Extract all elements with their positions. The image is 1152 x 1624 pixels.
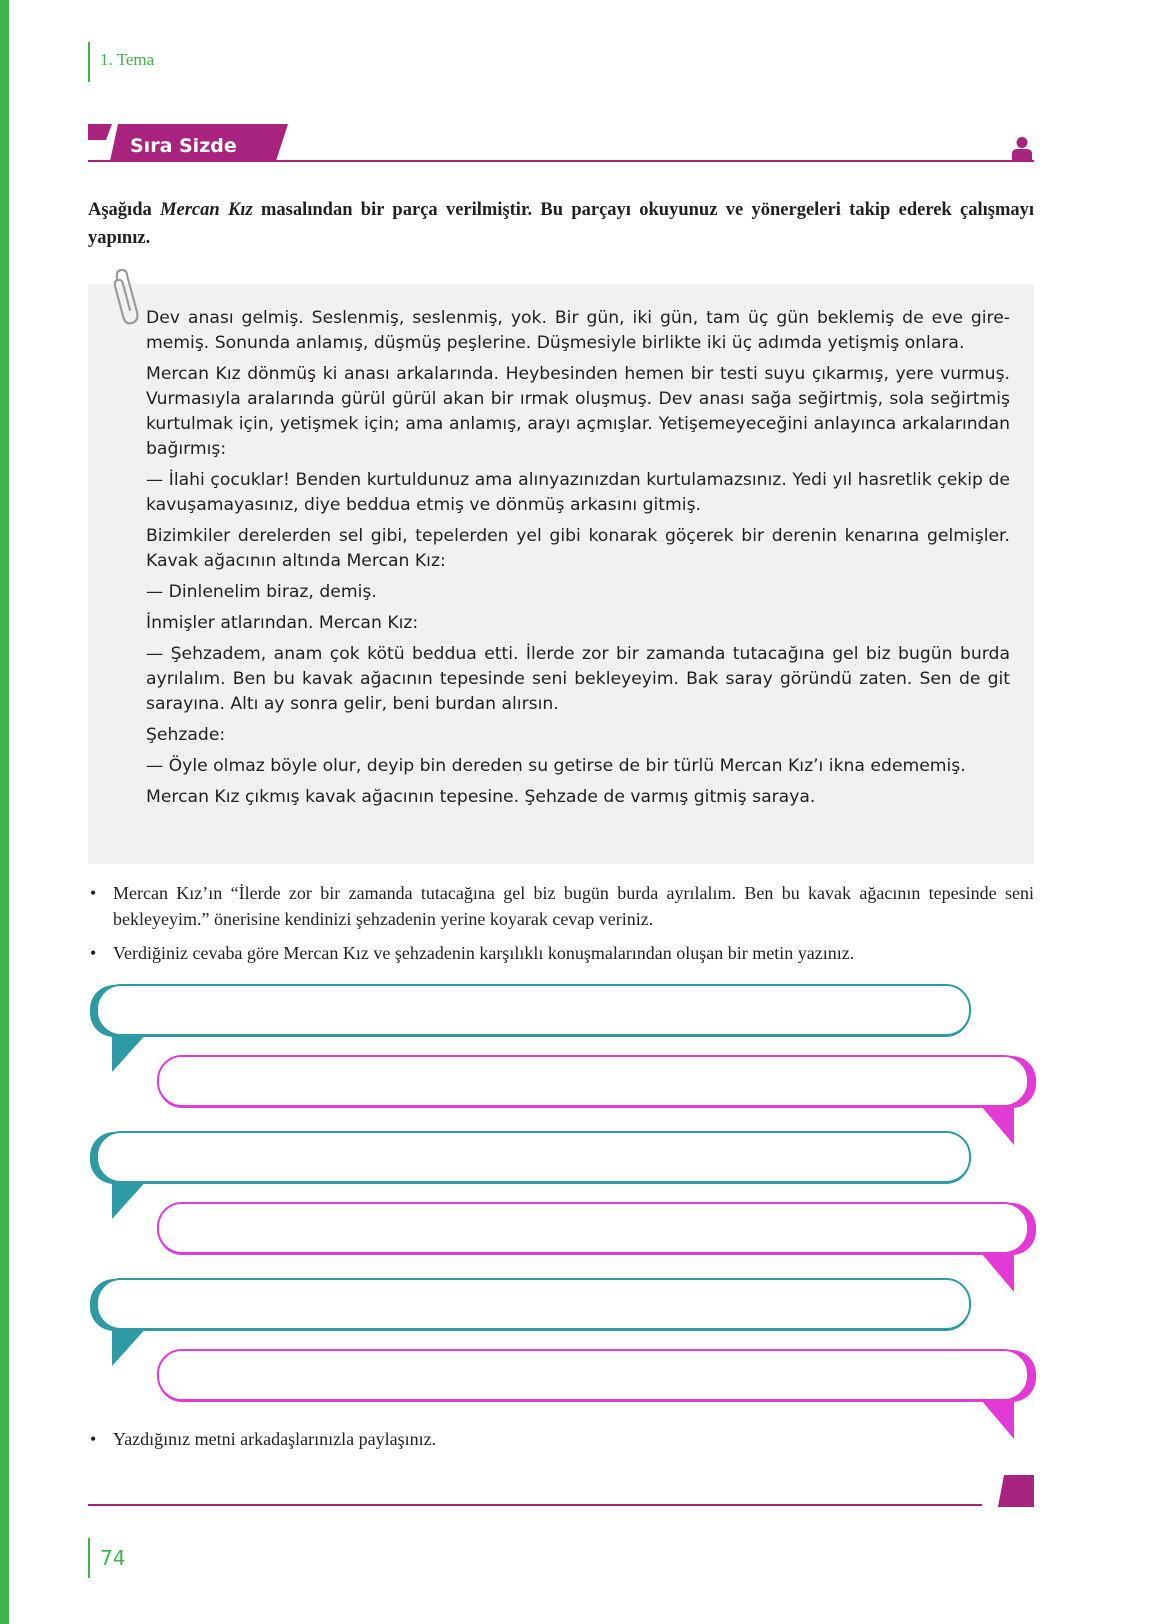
story-title: Mercan Kız [160, 200, 253, 220]
passage-paragraph: İnmişler atlarından. Mercan Kız: [146, 613, 419, 633]
passage-paragraph: Mercan Kız çıkmış kavak ağacının tepesine. Şehzade de varmış gitmiş saraya. [146, 787, 816, 807]
page-number: 74 [100, 1546, 126, 1570]
passage-paragraph: Şehzade: [146, 725, 226, 745]
page-footer [88, 1538, 126, 1578]
section-title: Sıra Sizde [130, 135, 237, 157]
passage-paragraph: Mercan Kız dönmüş ki anası arkalarında. Heybesinden hemen bir testi suyu çıkarmış, yere vurmuş. Vurmasıyla aralarında gürül gürül akan bir ırmak oluşmuş. Dev anası sağa seğirtmiş, sola seğirtmiş kurtulmak için, yetişmek için; ama anlamış, arayı açmışlar. Yetişemeyeceğini anlayınca arkalarından bağırmış: [146, 364, 1010, 459]
intro-instruction: Aşağıda Mercan Kız masalından bir parça verilmiştir. Bu parçayı okuyunuz ve yönergeleri takip ederek çalışmayı yapınız. [88, 200, 1034, 248]
task-item: • Verdiğiniz cevaba göre Mercan Kız ve şehzadenin karşılıklı konuşmalarından oluşan bir metin yazınız. [88, 940, 1034, 966]
task-item: • Mercan Kız’ın “İlerde zor bir zamanda tutacağına gel biz bugün burda ayrılalım. Ben bu kavak ağacının tepesinde seni bekleyeyim.” önerisine kendinizi şehzadenin yerine koyarak cevap veriniz. [88, 880, 1034, 932]
passage-paragraph: Bizimkiler derelerden sel gibi, tepelerden yel gibi konarak göçerek bir derenin kenarına gelmişler. Kavak ağacının altında Mercan Kız: [146, 526, 1010, 571]
passage-paragraph: — Öyle olmaz böyle olur, deyip bin dereden su getirse de bir türlü Mercan Kız’ı ikna edememiş. [146, 756, 966, 776]
passage-paragraph: — Şehzadem, anam çok kötü beddua etti. İlerde zor bir zamanda tutacağına gel biz bugün burda ayrılalım. Ben bu kavak ağacının tepesinde seni bekleyeyim. Bak saray göründü zaten. Sen de git sarayına. Altı ay sonra gelir, beni burdan alırsın. [146, 644, 1010, 714]
passage-paragraph: — Dinlenelim biraz, demiş. [146, 582, 377, 602]
task-item: • Yazdığınız metni arkadaşlarınızla paylaşınız. [88, 1426, 1034, 1452]
passage-paragraph: Dev anası gelmiş. Seslenmiş, seslenmiş, yok. Bir gün, iki gün, tam üç gün beklemiş de eve girememiş. Sonunda anlamış, düşmüş peşlerine. Düşmesiyle birlikte iki üç adımda yetişmiş onlara. [146, 308, 1010, 353]
passage-paragraph: — İlahi çocuklar! Benden kurtuldunuz ama alınyazınızdan kurtulamazsınız. Yedi yıl hasretlik çekip de kavuşamayasınız, diye beddua etmiş ve dönmüş arkasını gitmiş. [146, 470, 1010, 515]
theme-label: 1. Tema [100, 50, 155, 69]
